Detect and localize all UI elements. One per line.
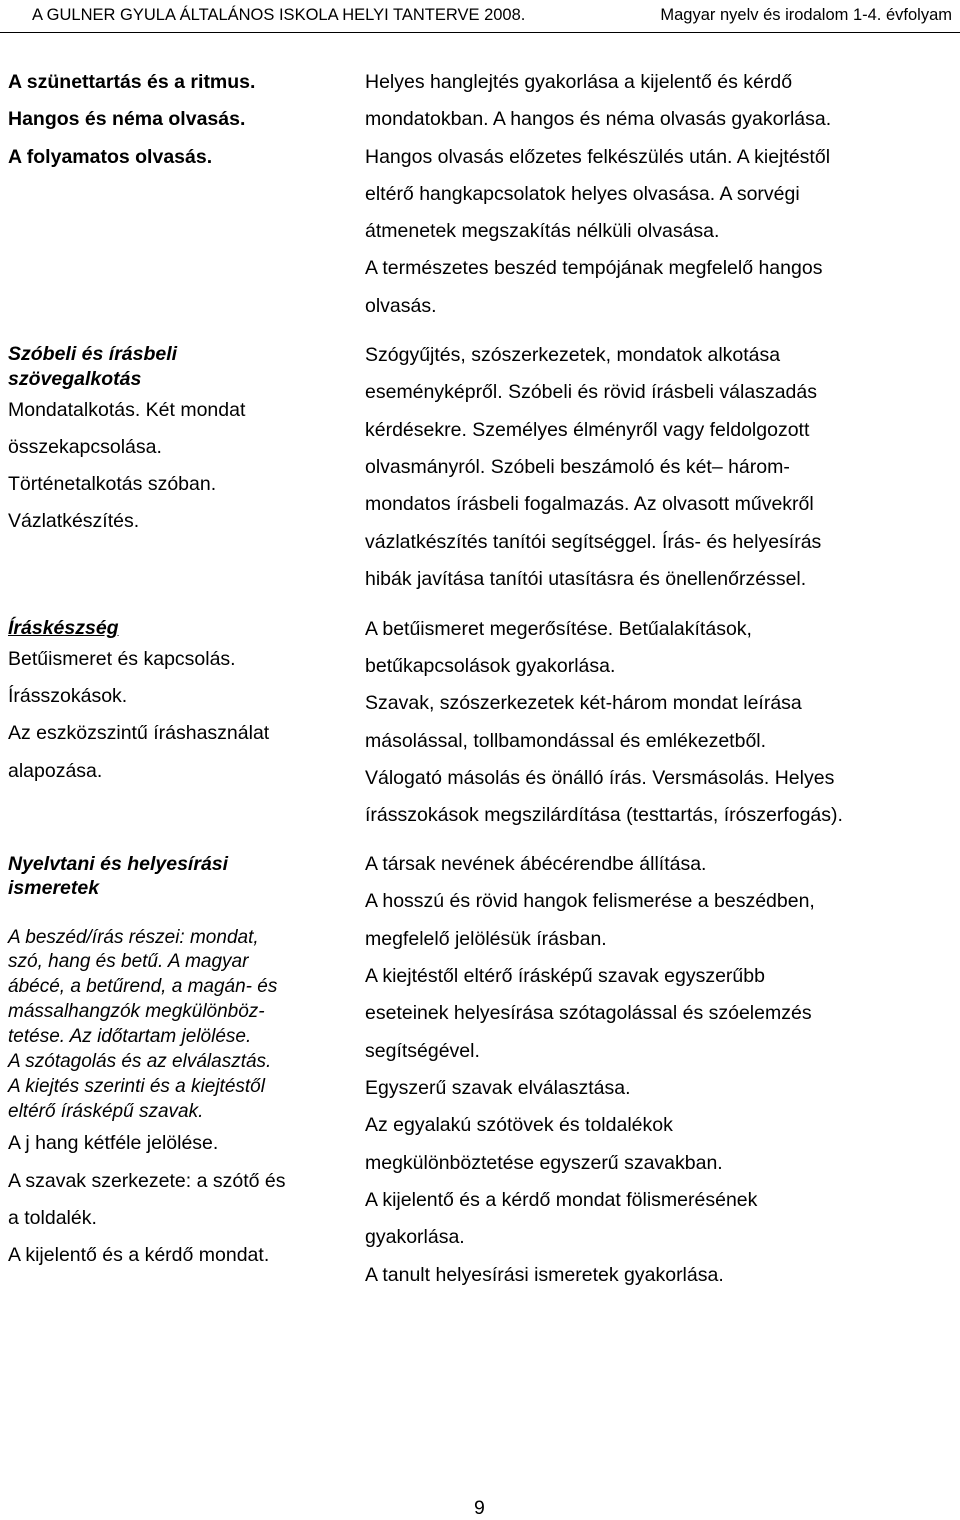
left-grammar-line: A szavak szerkezete: a szótő és [8,1170,286,1192]
composition-heading: szövegalkotás [8,368,142,390]
grammar-italic-line: szó, hang és betű. A magyar [8,951,249,972]
left-composition-line: Történetalkotás szóban. [8,473,217,495]
left-composition-line: Vázlatkészítés. [8,510,140,532]
right-grammar-line: A társak nevének ábécérendbe állítása. [365,853,707,875]
header-subject: Magyar nyelv és irodalom 1-4. évfolyam [660,5,952,24]
left-grammar-line: A kijelentő és a kérdő mondat. [8,1244,270,1266]
grammar-heading: Nyelvtani és helyesírási [8,853,229,875]
right-grammar-line: megkülönböztetése egyszerű szavakban. [365,1152,723,1174]
right-grammar-line: A kijelentő és a kérdő mondat fölismerésének [365,1189,758,1211]
right-grammar-line: A hosszú és rövid hangok felismerése a beszédben, [365,890,815,912]
right-composition-line: olvasmányról. Szóbeli beszámoló és két– három- [365,456,790,478]
right-grammar-line: gyakorlása. [365,1226,465,1248]
right-writing-line: Szavak, szószerkezetek két-három mondat leírása [365,692,802,714]
grammar-italic-line: ábécé, a betűrend, a magán- és [8,976,278,997]
left-grammar-line: A j hang kétféle jelölése. [8,1132,219,1154]
grammar-italic-line: A beszéd/írás részei: mondat, [8,927,259,948]
grammar-italic-line: mássalhangzók megkülönböz- [8,1001,265,1022]
header-school-title: A GULNER GYULA ÁLTALÁNOS ISKOLA HELYI TANTERVE 2008. [32,5,526,24]
left-reading-line: A szünettartás és a ritmus. [8,71,256,93]
right-composition-line: mondatos írásbeli fogalmazás. Az olvasott művekről [365,493,814,515]
right-reading-line: Helyes hanglejtés gyakorlása a kijelentő és kérdő [365,71,793,93]
right-grammar-line: eseteinek helyesírása szótagolással és szóelemzés [365,1002,812,1024]
left-composition-line: Mondatalkotás. Két mondat [8,399,246,421]
writing-heading: Íráskészség [8,617,119,639]
right-grammar-line: Egyszerű szavak elválasztása. [365,1077,631,1099]
left-reading-line: Hangos és néma olvasás. [8,108,246,130]
right-grammar-line: megfelelő jelölésük írásban. [365,928,607,950]
right-composition-line: Szógyűjtés, szószerkezetek, mondatok alkotása [365,344,781,366]
right-reading-line: mondatokban. A hangos és néma olvasás gyakorlása. [365,108,832,130]
grammar-italic-line: tetése. Az időtartam jelölése. [8,1026,252,1047]
left-writing-line: Betűismeret és kapcsolás. [8,648,236,670]
right-writing-line: írásszokások megszilárdítása (testtartás, írószerfogás). [365,804,843,826]
right-composition-line: vázlatkészítés tanítói segítséggel. Írás- és helyesírás [365,531,822,553]
left-writing-line: alapozása. [8,760,103,782]
right-reading-line: eltérő hangkapcsolatok helyes olvasása. A sorvégi [365,183,800,205]
grammar-heading: ismeretek [8,877,100,899]
right-reading-line: Hangos olvasás előzetes felkészülés után. A kiejtéstől [365,146,831,168]
right-writing-line: másolással, tollbamondással és emlékezetből. [365,730,767,752]
right-reading-line: A természetes beszéd tempójának megfelelő hangos [365,257,823,279]
right-composition-line: hibák javítása tanítói utasításra és önellenőrzéssel. [365,568,807,590]
left-writing-line: Az eszközszintű íráshasználat [8,722,270,744]
right-writing-line: Válogató másolás és önálló írás. Versmásolás. Helyes [365,767,835,789]
right-grammar-line: A tanult helyesírási ismeretek gyakorlása. [365,1264,724,1286]
right-grammar-line: segítségével. [365,1040,480,1062]
page-number: 9 [474,1497,485,1519]
left-reading-line: A folyamatos olvasás. [8,146,213,168]
right-grammar-line: Az egyalakú szótövek és toldalékok [365,1114,673,1136]
left-composition-line: összekapcsolása. [8,436,162,458]
page-header [0,0,960,30]
right-composition-line: kérdésekre. Személyes élményről vagy feldolgozott [365,419,810,441]
right-reading-line: átmenetek megszakítás nélküli olvasása. [365,220,720,242]
right-writing-line: A betűismeret megerősítése. Betűalakítások, [365,618,752,640]
grammar-italic-line: A kiejtés szerinti és a kiejtéstől [8,1076,265,1097]
right-composition-line: eseményképről. Szóbeli és rövid írásbeli válaszadás [365,381,817,403]
left-writing-line: Írásszokások. [8,685,128,707]
composition-heading: Szóbeli és írásbeli [8,343,178,365]
grammar-italic-line: eltérő írásképű szavak. [8,1101,204,1122]
right-reading-line: olvasás. [365,295,437,317]
right-writing-line: betűkapcsolások gyakorlása. [365,655,616,677]
left-grammar-line: a toldalék. [8,1207,97,1229]
header-divider [0,32,960,33]
right-grammar-line: A kiejtéstől eltérő írásképű szavak egyszerűbb [365,965,765,987]
grammar-italic-line: A szótagolás és az elválasztás. [8,1051,272,1072]
